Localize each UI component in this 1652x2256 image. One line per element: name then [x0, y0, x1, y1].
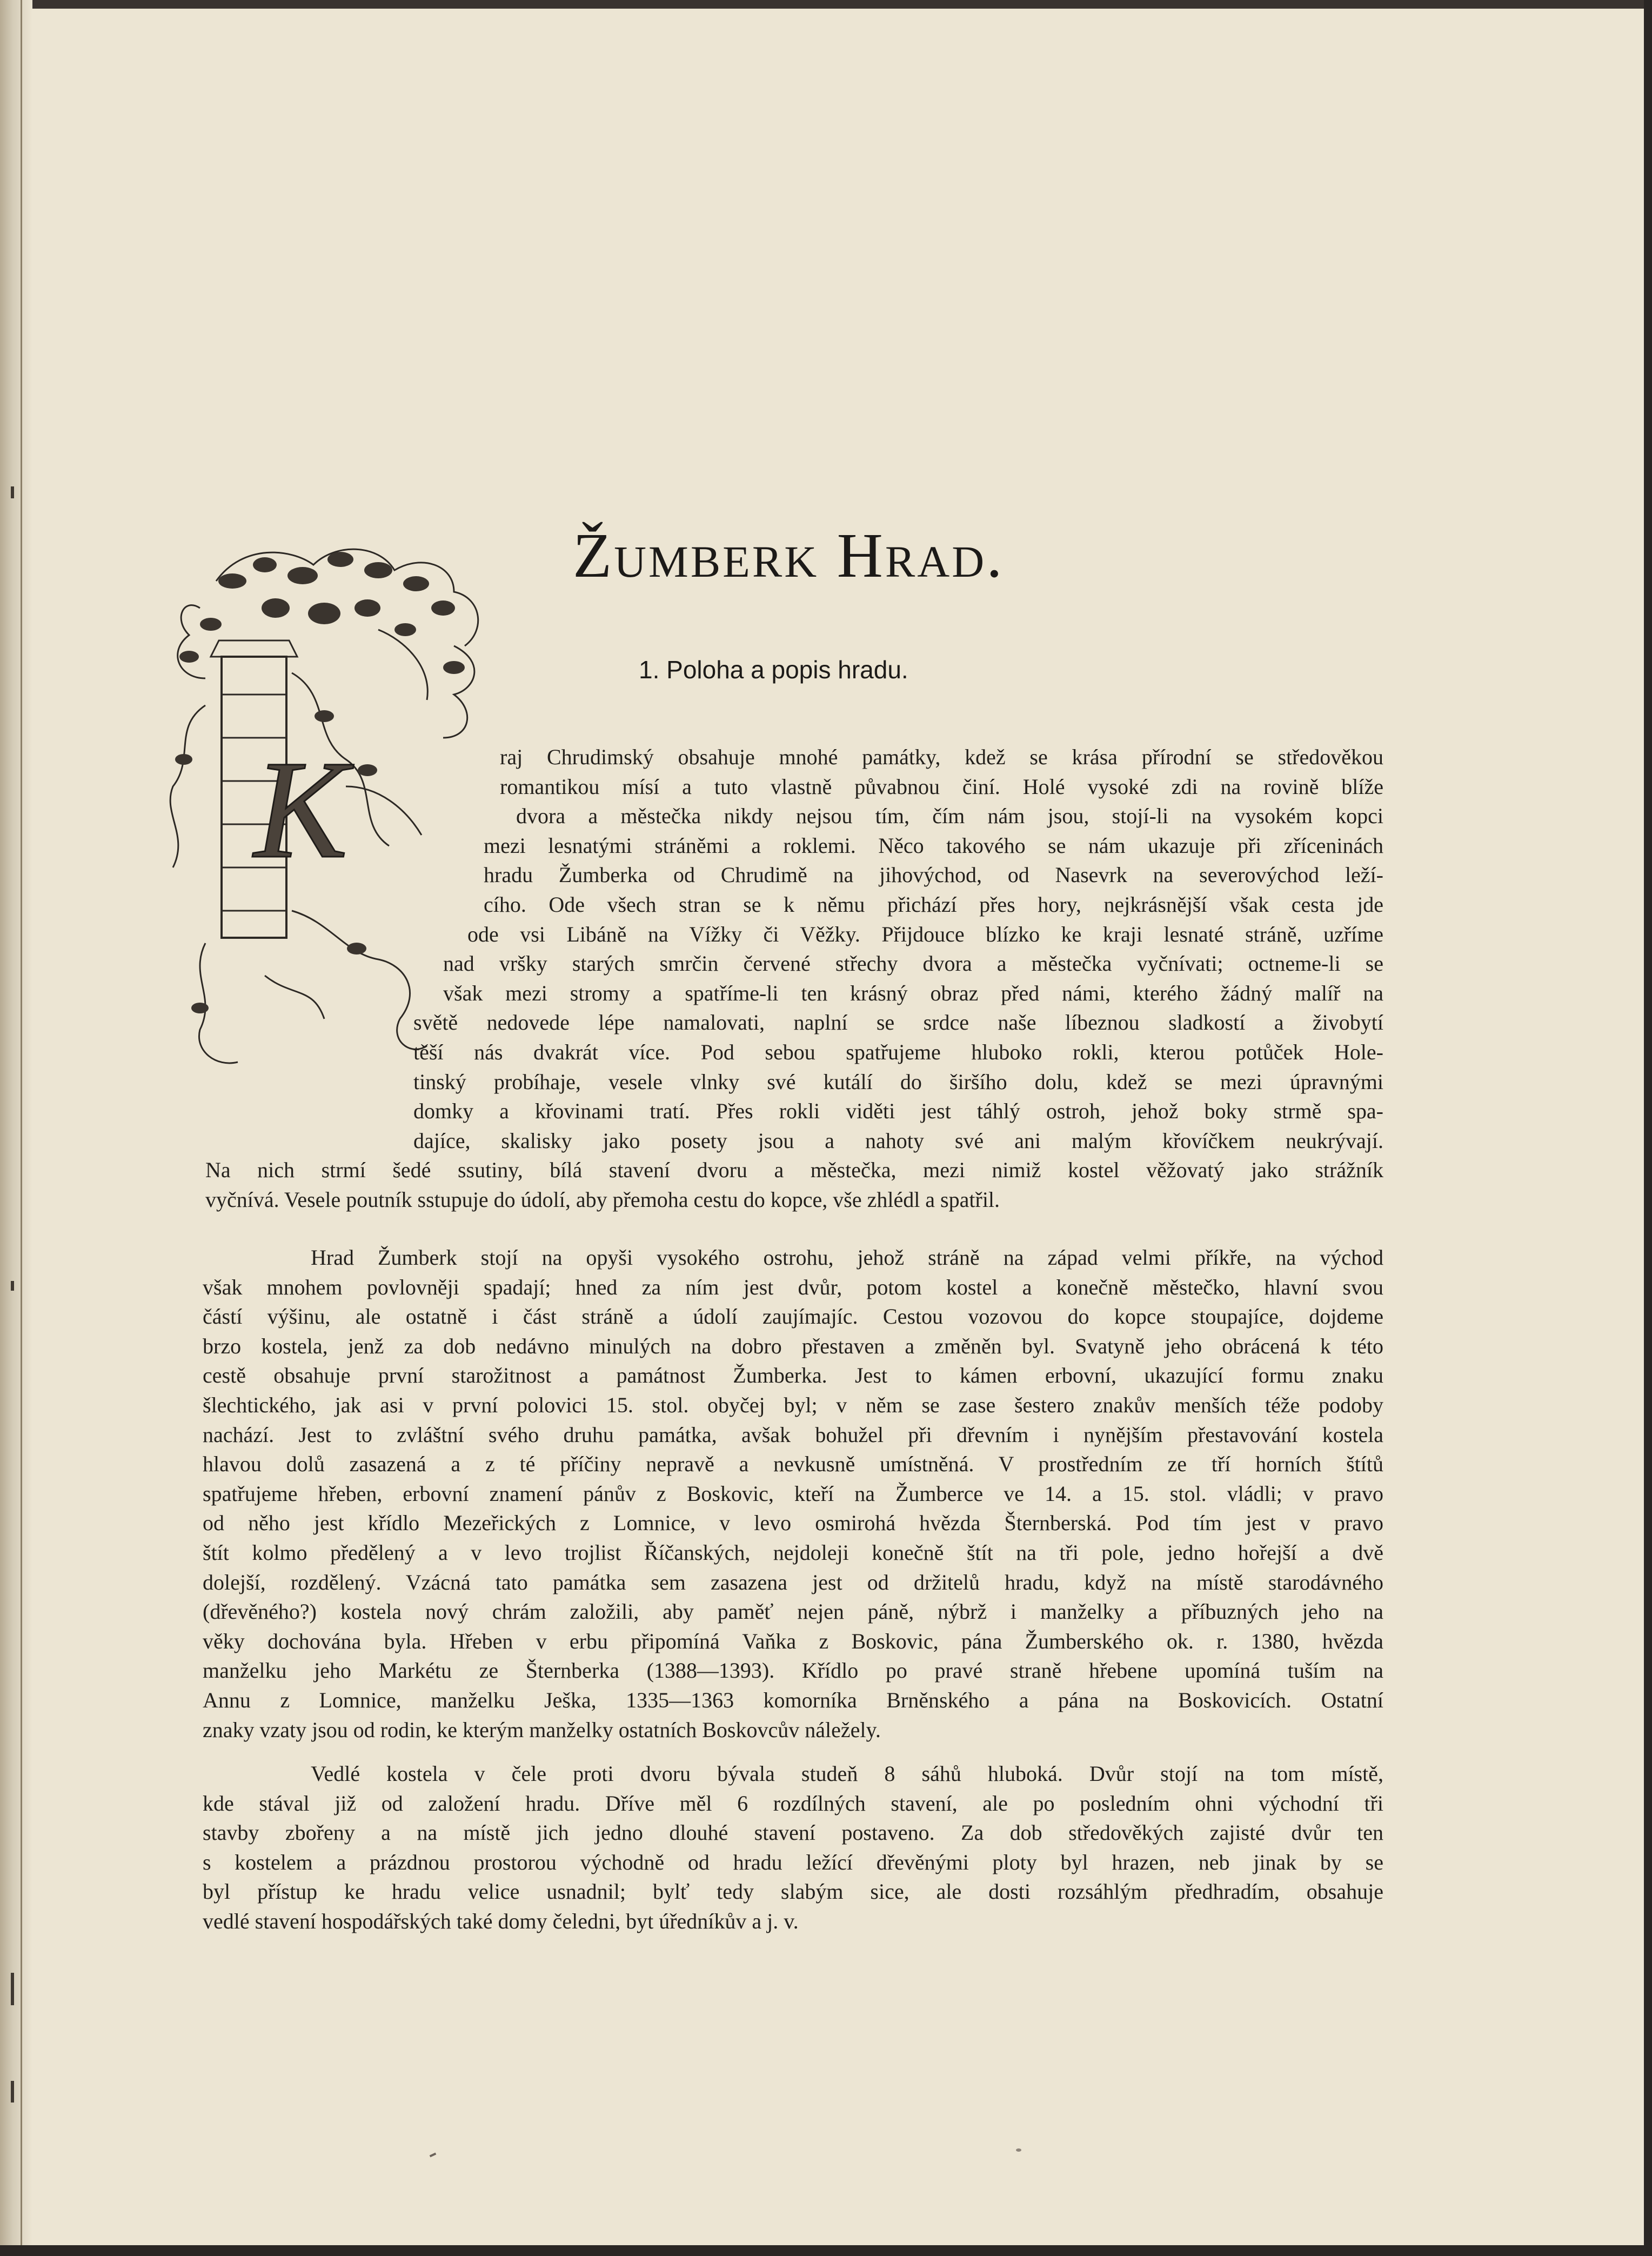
- gutter-mark: [11, 486, 14, 498]
- ornamental-initial: K: [254, 732, 348, 887]
- text-line: Vedlé kostela v čele proti dvoru bývala studeň 8 sáhů hluboká. Dvůr stojí na tom místě,: [311, 1761, 1383, 1786]
- text-line: částí výšinu, ale ostatně i část stráně a údolí zaujímajíc. Cestou vozovou do kopce stoupajíce, dojdeme: [203, 1304, 1383, 1329]
- text-line: spatřujeme hřeben, erbovní znamení pánův z Boskovic, kteří na Žumberce ve 14. a 15. stol. vládli; v pravo: [203, 1481, 1383, 1506]
- text-line: světě nedovede lépe namalovati, naplní se srdce naše líbeznou sladkostí a živobytí: [413, 1010, 1383, 1035]
- gutter-mark: [11, 1973, 14, 2005]
- text-line: štít kolmo předělený a v levo trojlist Říčanských, nejdoleji konečně štít na tři pole, jedno hořejší a dvě: [203, 1540, 1383, 1565]
- text-line: romantikou mísí a tuto vlastně půvabnou činí. Holé vysoké zdi na rovině blíže: [500, 774, 1383, 799]
- text-line: manželku jeho Markétu ze Šternberka (1388—1393). Křídlo po pravé straně hřebene upomíná tuším na: [203, 1658, 1383, 1683]
- text-line: stavby zbořeny a na místě jich jedno dlouhé stavení postaveno. Za dob středověkých zajisté dvůr ten: [203, 1820, 1383, 1845]
- text-line: však mezi stromy a spatříme-li ten krásný obraz před námi, kterého žádný malíř na: [443, 980, 1383, 1005]
- text-line: ode vsi Libáně na Vížky či Věžky. Přijdouce blízko ke kraji lesnaté stráně, uzříme: [467, 922, 1383, 946]
- text-line: těší nás dvakrát více. Pod sebou spatřujeme hluboko rokli, kterou potůček Hole-: [413, 1039, 1383, 1064]
- text-line: raj Chrudimský obsahuje mnohé památky, kdež se krása přírodní se středověkou: [500, 745, 1383, 769]
- text-line: dolejší, rozdělený. Vzácná tato památka sem zasazena jest od držitelů hradu, když na místě starodávného: [203, 1570, 1383, 1594]
- gutter-mark: [11, 2081, 14, 2103]
- print-speck: [1016, 2148, 1021, 2152]
- text-line: dvora a městečka nikdy nejsou tím, čím nám jsou, stojí-li na vysokém kopci: [516, 804, 1383, 829]
- text-line: cestě obsahuje první starožitnost a památnost Žumberka. Jest to kámen erbovní, ukazující formu znaku: [203, 1363, 1383, 1388]
- text-line: domky a křovinami tratí. Přes rokli viděti jest táhlý ostroh, jehož boky strmě spa-: [413, 1099, 1383, 1124]
- text-line: cího. Ode všech stran se k němu přichází přes hory, nejkrásnější však cesta jde: [484, 892, 1383, 917]
- text-line: od něho jest křídlo Mezeřických z Lomnice, v levo osmirohá hvězda Šternberská. Pod tím jest v pravo: [203, 1511, 1383, 1536]
- page-gutter: [0, 0, 32, 2256]
- paragraph-3: [203, 1759, 1383, 1937]
- text-line: vyčnívá. Vesele poutník sstupuje do údolí, aby přemoha cestu do kopce, vše zhlédl a spatřil.: [205, 1187, 1000, 1212]
- gutter-fold-line: [21, 0, 22, 2256]
- print-speck: [430, 2153, 437, 2158]
- page-bottom-edge: [0, 2245, 1652, 2256]
- text-line: nachází. Jest to zvláštní svého druhu památka, avšak bohužel při dřevním i nynějším přestavování kostela: [203, 1422, 1383, 1447]
- text-line: šlechtického, jak asi v první polovici 15. stol. obyčej byl; v něm se zase šestero znakův menších téže podoby: [203, 1392, 1383, 1417]
- text-line: tinský probíhaje, vesele vlnky své kutálí do širšího dolu, kdež se mezi úpravnými: [413, 1069, 1383, 1094]
- paragraph-2: [203, 1243, 1383, 1745]
- text-line: Annu z Lomnice, manželku Ješka, 1335—1363 komorníka Brněnského a pána na Boskovicích. Ostatní: [203, 1687, 1383, 1712]
- text-line: brzo kostela, jenž za dob nedávno minulých na dobro přestaven a změněn byl. Svatyně jeho obrácená k této: [203, 1333, 1383, 1358]
- text-line: dajíce, skalisky jako posety jsou a nahoty své ani malým křovíčkem neukrývají.: [413, 1128, 1383, 1153]
- text-line: hradu Žumberka od Chrudimě na jihovýchod, od Nasevrk na severovýchod leží-: [484, 863, 1383, 887]
- text-line: nad vršky starých smrčin červené střechy dvora a městečka vyčnívati; octneme-li se: [443, 951, 1383, 976]
- text-line: Hrad Žumberk stojí na opyši vysokého ostrohu, jehož stráně na západ velmi příkře, na východ: [311, 1245, 1383, 1270]
- text-line: kde stával již od založení hradu. Dříve měl 6 rozdílných stavení, ale po posledním ohni východní tři: [203, 1791, 1383, 1816]
- gutter-mark: [11, 1281, 14, 1291]
- section-heading: 1. Poloha a popis hradu.: [639, 656, 908, 684]
- page-top-edge: [0, 0, 1652, 9]
- text-line: hlavou dolů zasazená a z té příčiny nepravě a nevkusně umístněná. V prostředním ze tří horních štítů: [203, 1452, 1383, 1477]
- text-line: mezi lesnatými stráněmi a roklemi. Něco takového se nám ukazuje při zříceninách: [484, 833, 1383, 858]
- text-line: byl přístup ke hradu velice usnadnil; bylť tedy slabým sice, ale dosti rozsáhlým předhradím, obsahuje: [203, 1879, 1383, 1904]
- page-title: Žumberk Hrad.: [573, 520, 1005, 591]
- text-line: znaky vzaty jsou od rodin, ke kterým manželky ostatních Boskovcův náležely.: [203, 1717, 881, 1742]
- text-line: však mnohem povlovněji spadají; hned za ním jest dvůr, potom kostel a konečně městečko, hlavní svou: [203, 1274, 1383, 1299]
- text-line: vedlé stavení hospodářských také domy čeledni, byt úředníkův a j. v.: [203, 1908, 799, 1933]
- text-line: věky dochována byla. Hřeben v erbu připomíná Vaňka z Boskovic, pána Žumberského ok. r. 1380, hvězda: [203, 1628, 1383, 1653]
- text-line: (dřevěného?) kostela nový chrám založili, aby paměť nejen páně, nýbrž i manželky a příbuzných jeho na: [203, 1599, 1383, 1624]
- text-line: s kostelem a prázdnou prostorou východně od hradu ležící dřevěnými ploty byl hrazen, neb jinak by se: [203, 1850, 1383, 1874]
- paragraph-1: [205, 743, 1383, 1215]
- page-right-edge: [1644, 0, 1652, 2256]
- text-line: Na nich strmí šedé ssutiny, bílá stavení dvoru a městečka, mezi nimiž kostel věžovatý jako strážník: [205, 1158, 1383, 1183]
